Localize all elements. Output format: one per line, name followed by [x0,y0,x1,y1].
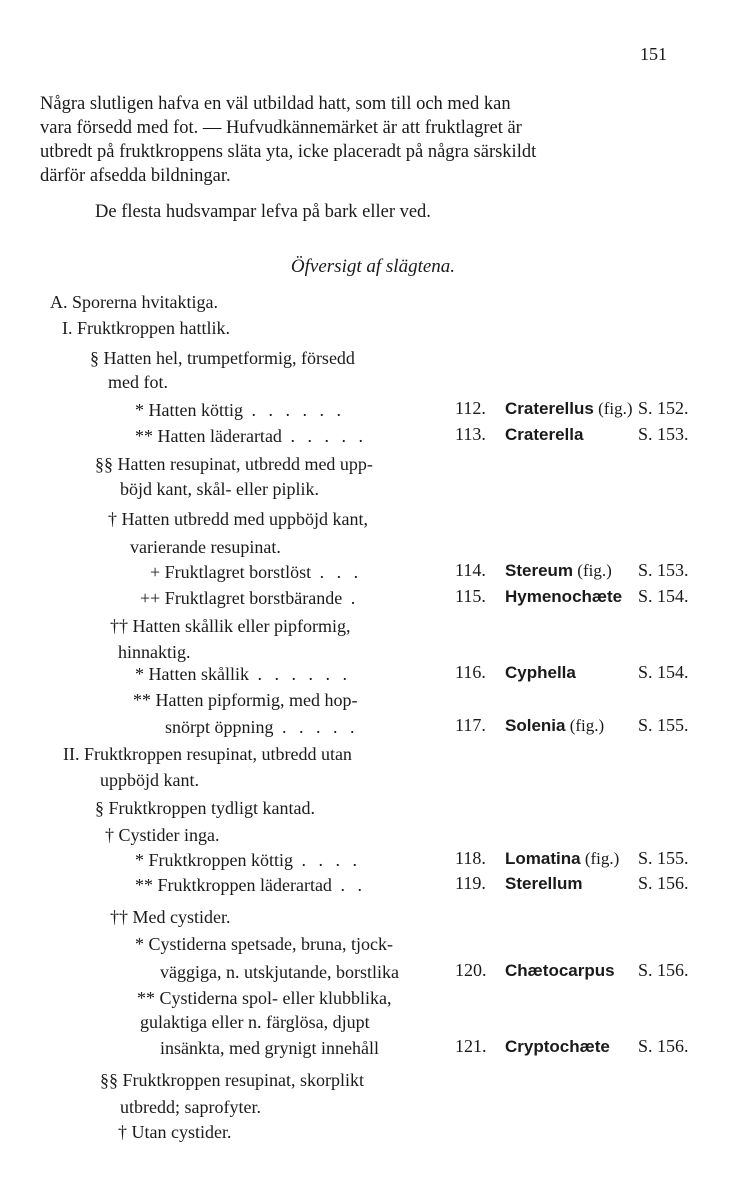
dot-leader: . . . . [293,850,361,870]
key-line [90,346,355,370]
genus-name: Cyphella [505,663,576,682]
genus-name: Solenia (fig.) [505,716,605,735]
key-line-text: § Fruktkroppen tydligt kantad. [95,798,315,818]
key-line-text: † Cystider inga. [105,825,220,845]
genus-number: 115. [455,586,486,606]
key-line-text: † Utan cystider. [118,1122,232,1142]
text-line: därför afsedda bildningar. [40,166,231,186]
key-line [120,477,319,501]
genus-number: 119. [455,873,486,893]
key-line-text: väggiga, n. utskjutande, borstlika [160,962,399,982]
genus-name: Cryptochæte [505,1037,610,1056]
key-line-text: * Hatten köttig [135,400,243,420]
page-reference: S. 155. [638,848,689,868]
page-reference: S. 156. [638,960,689,980]
dot-leader: . [342,588,360,608]
text-line: vara försedd med fot. — Hufvudkännemärket är att fruktlagret är [40,118,522,138]
text-line: utbredt på fruktkroppens släta yta, icke placeradt på några särskildt [40,142,537,162]
key-line [150,560,362,584]
key-line [140,1010,370,1034]
key-line-text: § Hatten hel, trumpetformig, försedd [90,348,355,368]
section-heading: Öfversigt af slägtena. [290,256,456,277]
key-line [108,370,168,394]
genus-number: 118. [455,848,486,868]
key-line [100,1068,364,1092]
key-line-text: snörpt öppning [165,717,274,737]
genus-name: Lomatina (fig.) [505,849,620,868]
key-line [165,715,359,739]
key-line-text: * Cystiderna spetsade, bruna, tjock- [135,934,393,954]
key-line-text: varierande resupinat. [130,537,281,557]
key-line-text: med fot. [108,372,168,392]
key-line-text: ** Fruktkroppen läderartad [135,875,332,895]
key-line-text: §§ Hatten resupinat, utbredd med upp- [95,454,373,474]
key-line-text: + Fruktlagret borstlöst [150,562,312,582]
key-line [135,873,366,897]
key-line [105,823,220,847]
page-reference: S. 152. [638,398,689,418]
key-line-text: ** Cystiderna spol- eller klubblika, [137,988,392,1008]
key-line [108,507,368,531]
key-line [118,640,191,664]
page-reference: S. 155. [638,715,689,735]
intro-paragraph-2 [95,200,695,224]
key-line-text: †† Med cystider. [110,907,231,927]
dot-leader: . . . . . [281,426,367,446]
key-line [62,316,230,340]
figure-reference: (fig.) [593,399,633,418]
page-reference: S. 156. [638,873,689,893]
key-line [135,932,393,956]
key-line-text: ++ Fruktlagret borstbärande [140,588,343,608]
key-line [95,796,315,820]
key-line [120,1095,261,1119]
key-line-text: I. Fruktkroppen hattlik. [62,318,230,338]
genus-name: Craterella [505,425,584,444]
dot-leader: . . . . . . [248,664,351,684]
key-line-text: insänkta, med grynigt innehåll [160,1038,379,1058]
genus-name: Hymenochæte [505,587,623,606]
genus-number: 117. [455,715,486,735]
key-line [63,742,352,766]
text-line: Några slutligen hafva en väl utbildad hatt, som till och med kan [40,94,511,114]
key-line-text: ** Hatten pipformig, med hop- [133,690,358,710]
key-line [135,398,345,422]
genus-number: 112. [455,398,486,418]
key-line-text: uppböjd kant. [100,770,199,790]
genus-name: Craterellus (fig.) [505,399,633,418]
key-line-text: §§ Fruktkroppen resupinat, skorplikt [100,1070,364,1090]
dot-leader: . . [331,875,366,895]
key-line [110,614,350,638]
key-line-text: hinnaktig. [118,642,191,662]
key-line [160,960,399,984]
intro-paragraph [40,92,710,188]
key-line-text: * Fruktkroppen köttig [135,850,293,870]
genus-number: 116. [455,662,486,682]
key-line [137,986,391,1010]
genus-number: 120. [455,960,487,980]
page-reference: S. 153. [638,424,689,444]
genus-number: 113. [455,424,486,444]
key-line [135,424,367,448]
text-line: De flesta hudsvampar lefva på bark eller ved. [95,202,431,222]
genus-name: Sterellum [505,874,583,893]
key-line-text: gulaktiga eller n. färglösa, djupt [140,1012,370,1032]
key-line [95,452,373,476]
key-line-text: †† Hatten skållik eller pipformig, [110,616,351,636]
key-line [130,535,281,559]
dot-leader: . . . . . [273,717,359,737]
genus-number: 114. [455,560,486,580]
key-line [135,662,351,686]
dot-leader: . . . . . . [242,400,345,420]
key-line-text: böjd kant, skål- eller piplik. [120,479,319,499]
figure-reference: (fig.) [565,716,605,735]
key-line [110,905,230,929]
genus-name: Stereum (fig.) [505,561,612,580]
key-line-text: utbredd; saprofyter. [120,1097,261,1117]
key-line-text: II. Fruktkroppen resupinat, utbredd utan [63,744,352,764]
key-line-text: ** Hatten läderartad [135,426,282,446]
page-number: 151 [640,44,667,64]
page-reference: S. 153. [638,560,689,580]
key-line-text: A. Sporerna hvitaktiga. [50,292,218,312]
key-line [100,768,199,792]
page-reference: S. 156. [638,1036,689,1056]
key-line [133,688,357,712]
key-line [50,290,218,314]
genus-name: Chætocarpus [505,961,615,980]
dot-leader: . . . [311,562,363,582]
key-line [140,586,359,610]
key-line [118,1120,231,1144]
key-line-text: † Hatten utbredd med uppböjd kant, [108,509,368,529]
figure-reference: (fig.) [573,561,612,580]
page-reference: S. 154. [638,662,689,682]
figure-reference: (fig.) [580,849,620,868]
key-line-text: * Hatten skållik [135,664,249,684]
key-line [135,848,361,872]
key-line [160,1036,379,1060]
genus-number: 121. [455,1036,487,1056]
page-reference: S. 154. [638,586,689,606]
